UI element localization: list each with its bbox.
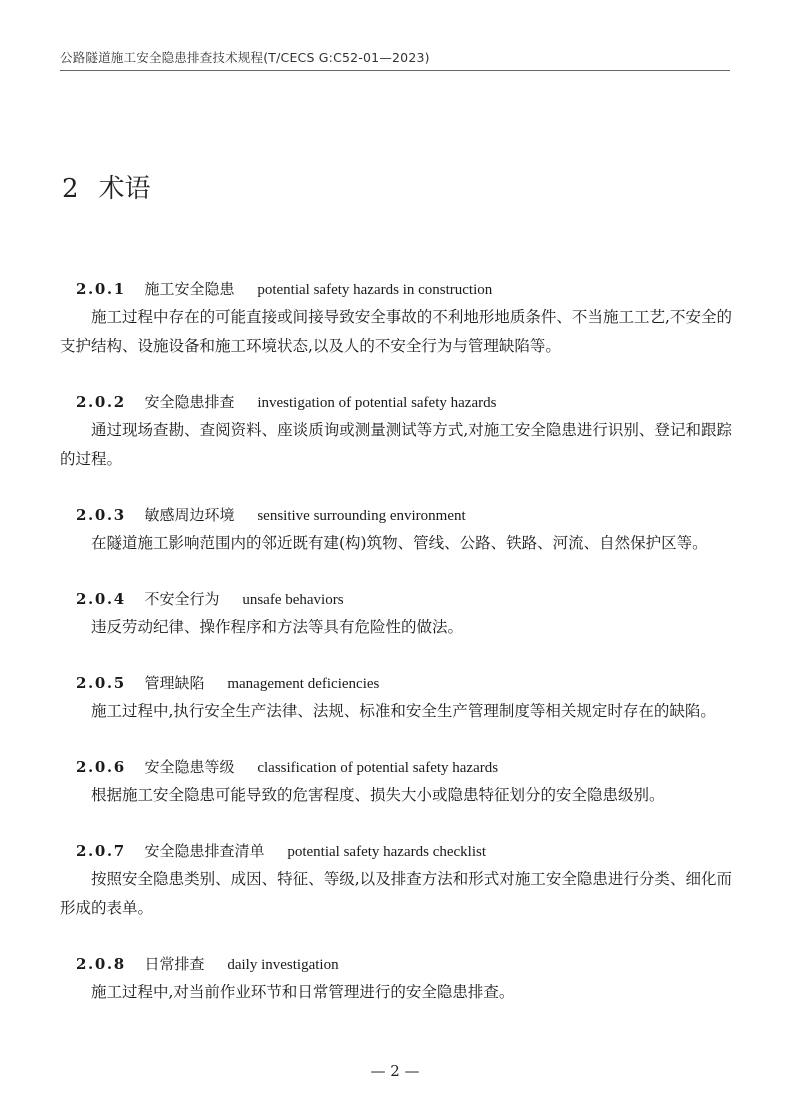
- term-english-name: daily investigation: [227, 957, 339, 973]
- term-definition: 施工过程中,对当前作业环节和日常管理进行的安全隐患排查。: [91, 983, 515, 1001]
- term-heading: [60, 838, 732, 865]
- term-english-name: potential safety hazards in construction: [257, 282, 493, 298]
- term-chinese-name: 施工安全隐患: [144, 280, 235, 298]
- running-header: 公路隧道施工安全隐患排查技术规程(T/CECS G:C52-01—2023): [60, 50, 430, 65]
- term-chinese-name: 日常排查: [144, 955, 205, 973]
- term-entry: [60, 951, 732, 1007]
- term-heading: [60, 754, 732, 781]
- term-entry: [60, 754, 732, 810]
- term-chinese-name: 安全隐患排查: [144, 393, 235, 411]
- term-entry: [60, 276, 732, 361]
- term-heading: [60, 586, 732, 613]
- term-definition: 根据施工安全隐患可能导致的危害程度、损失大小或隐患特征划分的安全隐患级别。: [91, 786, 665, 804]
- term-entry: [60, 389, 732, 474]
- term-chinese-name: 安全隐患等级: [144, 758, 235, 776]
- term-heading: [60, 276, 732, 303]
- terms-list: [60, 276, 732, 1035]
- term-english-name: unsafe behaviors: [242, 592, 344, 608]
- term-english-name: classification of potential safety hazards: [257, 760, 499, 776]
- term-definition: 施工过程中,执行安全生产法律、法规、标准和安全生产管理制度等相关规定时存在的缺陷。: [91, 702, 716, 720]
- term-chinese-name: 不安全行为: [144, 590, 220, 608]
- term-definition: 违反劳动纪律、操作程序和方法等具有危险性的做法。: [91, 618, 464, 636]
- term-heading: [60, 502, 732, 529]
- term-entry: [60, 586, 732, 642]
- term-number: 2.0.5: [76, 674, 126, 692]
- term-english-name: management deficiencies: [227, 676, 380, 692]
- term-definition: 按照安全隐患类别、成因、特征、等级,以及排查方法和形式对施工安全隐患进行分类、细化而形成的表单。: [60, 870, 732, 917]
- term-chinese-name: 管理缺陷: [144, 674, 205, 692]
- term-english-name: sensitive surrounding environment: [257, 508, 466, 524]
- term-number: 2.0.2: [76, 393, 126, 411]
- term-number: 2.0.4: [76, 590, 126, 608]
- term-entry: [60, 670, 732, 726]
- term-number: 2.0.1: [76, 280, 126, 298]
- term-number: 2.0.3: [76, 506, 126, 524]
- term-chinese-name: 安全隐患排查清单: [144, 842, 265, 860]
- term-heading: [60, 389, 732, 416]
- term-number: 2.0.8: [76, 955, 126, 973]
- term-english-name: potential safety hazards checklist: [287, 844, 487, 860]
- header-rule: [60, 70, 730, 71]
- chapter-title: 术语: [98, 174, 151, 204]
- term-definition: 通过现场查勘、查阅资料、座谈质询或测量测试等方式,对施工安全隐患进行识别、登记和跟踪的过程。: [60, 421, 732, 468]
- term-definition: 施工过程中存在的可能直接或间接导致安全事故的不利地形地质条件、不当施工工艺,不安全的支护结构、设施设备和施工环境状态,以及人的不安全行为与管理缺陷等。: [60, 308, 732, 355]
- term-definition: 在隧道施工影响范围内的邻近既有建(构)筑物、管线、公路、铁路、河流、自然保护区等。: [91, 534, 708, 552]
- term-chinese-name: 敏感周边环境: [144, 506, 235, 524]
- page-number: — 2 —: [370, 1062, 420, 1080]
- term-heading: [60, 670, 732, 697]
- term-number: 2.0.7: [76, 842, 126, 860]
- term-entry: [60, 838, 732, 923]
- chapter-heading: [62, 168, 151, 205]
- term-entry: [60, 502, 732, 558]
- term-number: 2.0.6: [76, 758, 126, 776]
- term-english-name: investigation of potential safety hazards: [257, 395, 497, 411]
- chapter-number: 2: [62, 174, 79, 204]
- term-heading: [60, 951, 732, 978]
